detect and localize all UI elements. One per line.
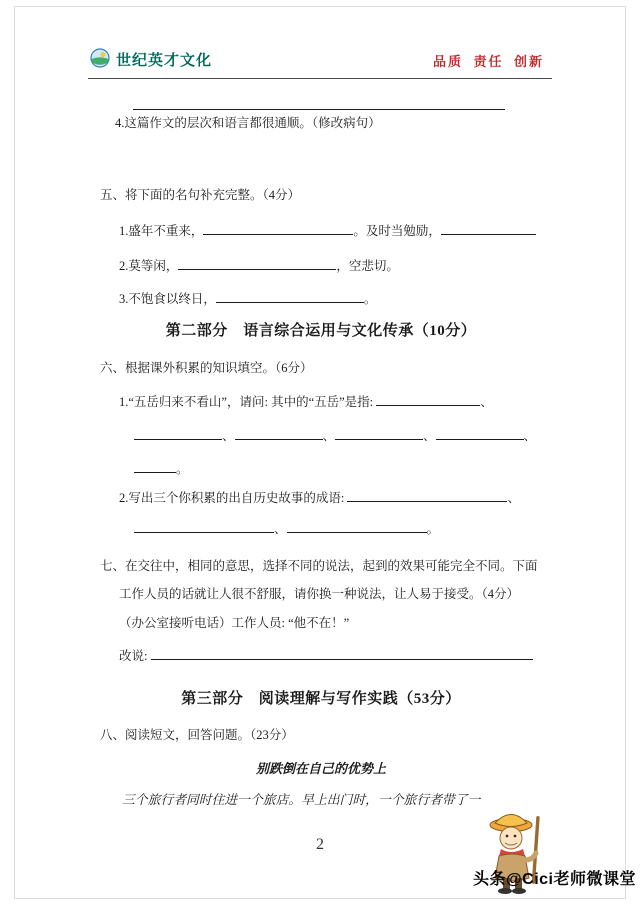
section-5-item-1 (119, 222, 536, 241)
answer-blank (376, 393, 480, 406)
section-5-title: 五、将下面的名句补充完整。（4分） (100, 188, 301, 202)
part-3-heading: 第三部分 阅读理解与写作实践（53分） (181, 691, 461, 707)
separator: 。 (176, 462, 189, 476)
header-divider (88, 78, 552, 79)
item-text: ，空悲切。 (336, 259, 399, 273)
item-text: 。 (363, 292, 377, 306)
answer-blank (235, 427, 323, 440)
part-2-heading: 第二部分 语言综合运用与文化传承（10分） (165, 323, 477, 339)
separator: 。 (426, 522, 440, 536)
answer-blank (287, 520, 427, 533)
separator: 、 (322, 429, 336, 443)
rewrite-label: 改说: (119, 649, 151, 663)
section-6-item-1-line-3 (134, 460, 189, 479)
separator: 、 (523, 429, 537, 443)
answer-blank (133, 97, 505, 110)
section-6-item-1-line-1 (119, 393, 493, 412)
answer-blank (134, 460, 176, 473)
answer-blank (335, 427, 423, 440)
separator: 、 (507, 491, 520, 505)
essay-title: 别跌倒在自己的优势上 (255, 761, 386, 776)
section-6-title: 六、根据课外积累的知识填空。（6分） (100, 361, 313, 375)
item-text: 3.不饱食以终日， (119, 292, 216, 306)
answer-blank (347, 489, 507, 502)
separator: 、 (480, 395, 493, 409)
separator: 、 (423, 429, 436, 443)
question-4: 4.这篇作文的层次和语言都很通顺。（修改病句） (115, 116, 381, 130)
section-5-item-2 (119, 257, 399, 276)
page-number: 2 (316, 836, 324, 853)
separator: 、 (222, 429, 235, 443)
section-6-item-1-line-2 (134, 427, 536, 446)
section-7-line-1: 七、在交往中，相同的意思，选择不同的说法，起到的效果可能完全不同。下面 (100, 559, 538, 573)
section-6-item-2-line-2 (134, 520, 439, 539)
answer-blank (134, 520, 274, 533)
section-6-item-2-line-1 (119, 489, 520, 508)
section-7-line-2: 工作人员的话就让人很不舒服，请你换一种说法，让人易于接受。（4分） (119, 587, 520, 601)
section-7-line-3: （办公室接听电话）工作人员: “他不在！” (119, 616, 350, 630)
item-text: 。及时当勉励， (353, 224, 441, 238)
essay-first-line: 三个旅行者同时住进一个旅店。早上出门时，一个旅行者带了一 (122, 793, 481, 807)
answer-blank (178, 257, 336, 270)
brand-logo-icon (90, 48, 110, 68)
separator: 、 (274, 522, 287, 536)
answer-blank (436, 427, 524, 440)
item-text: 2.莫等闲， (119, 259, 179, 273)
item-text: 1.盛年不重来， (119, 224, 204, 238)
header-slogan: 品质 责任 创新 (432, 54, 544, 69)
answer-blank (151, 647, 533, 660)
header (90, 46, 552, 74)
answer-blank (203, 222, 353, 235)
answer-blank (216, 290, 364, 303)
answer-blank (134, 427, 222, 440)
item-text: 1.“五岳归来不看山”，请问: 其中的“五岳”是指: (119, 395, 377, 409)
section-7-rewrite-line (119, 647, 533, 666)
section-8-title: 八、阅读短文，回答问题。（23分） (100, 728, 294, 742)
section-5-item-3 (119, 290, 376, 309)
answer-blank (441, 222, 536, 235)
brand-name: 世纪英才文化 (116, 53, 213, 69)
item-text: 2.写出三个你积累的出自历史故事的成语: (119, 491, 348, 505)
watermark-text: 头条@Cici老师微课堂 (473, 871, 636, 888)
